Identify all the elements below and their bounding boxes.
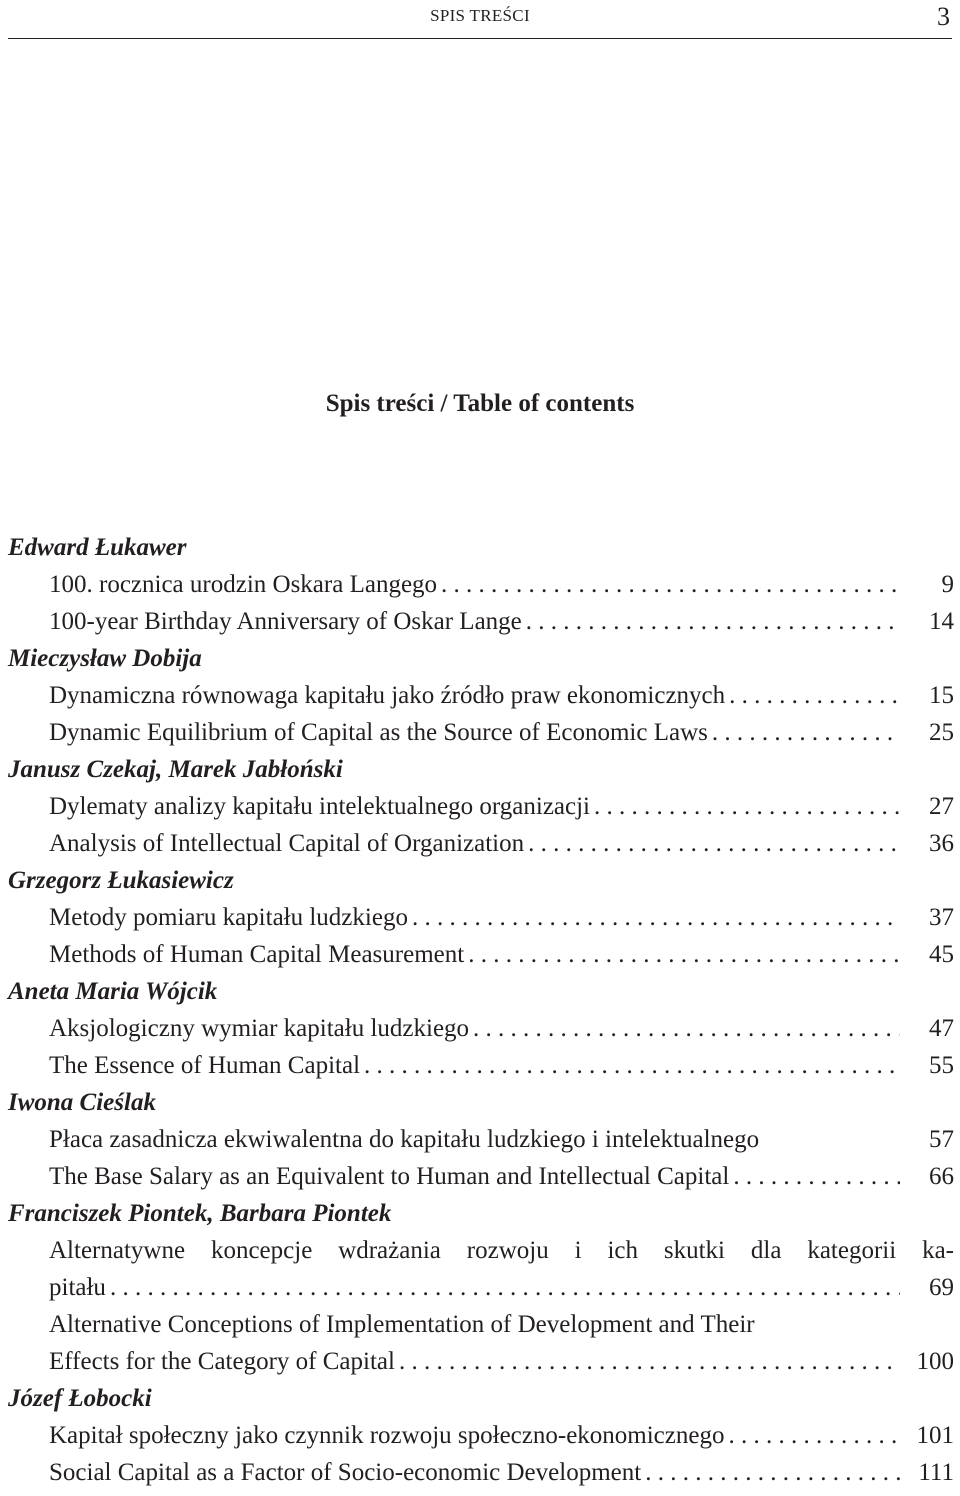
toc-author: Janusz Czekaj, Marek Jabłoński	[8, 756, 343, 783]
page-number: 3	[937, 2, 950, 31]
toc-entry[interactable]	[8, 1121, 954, 1158]
header-rule	[8, 38, 952, 39]
toc-author: Aneta Maria Wójcik	[8, 978, 218, 1005]
toc-author: Edward Łukawer	[8, 534, 187, 561]
toc-entry[interactable]	[8, 1343, 954, 1380]
toc-entry-title-line[interactable]	[8, 1232, 954, 1269]
toc-entry-title: 100. rocznica urodzin Oskara Langego	[49, 571, 438, 598]
dot-leader	[110, 1269, 900, 1306]
toc-entry[interactable]	[8, 936, 954, 973]
dot-leader	[728, 1417, 900, 1454]
toc-entry-page: 69	[929, 1274, 954, 1301]
dot-leader	[712, 714, 900, 751]
toc-entry-title: The Base Salary as an Equivalent to Human and Intellectual Capital	[49, 1163, 730, 1190]
toc-entry[interactable]	[8, 677, 954, 714]
running-head: SPIS TREŚCI	[430, 6, 530, 25]
dot-leader	[441, 566, 900, 603]
toc-entry-title: Aksjologiczny wymiar kapitału ludzkiego	[49, 1015, 470, 1042]
dot-leader	[528, 825, 900, 862]
dot-leader	[468, 936, 900, 973]
dot-leader	[473, 1010, 900, 1047]
toc-entry-page: 9	[941, 571, 954, 598]
toc-entry[interactable]	[8, 899, 954, 936]
toc-entry-page: 45	[929, 941, 954, 968]
toc-entry-page: 36	[929, 830, 954, 857]
dot-leader	[733, 1158, 900, 1195]
toc-entry-title: Kapitał społeczny jako czynnik rozwoju społeczno-ekonomicznego	[49, 1422, 725, 1449]
dot-leader	[399, 1343, 900, 1380]
toc-entry[interactable]	[8, 1417, 954, 1454]
toc-entry-title-line-text: Alternative Conceptions of Implementation of Development and Their	[49, 1311, 755, 1338]
spacer	[763, 1121, 900, 1158]
toc-entry-page: 101	[916, 1422, 954, 1449]
toc-entry-title: Metody pomiaru kapitału ludzkiego	[49, 904, 408, 931]
dot-leader	[594, 788, 900, 825]
toc-entry-title: Dynamiczna równowaga kapitału jako źródło praw ekonomicznych	[49, 682, 726, 709]
toc-entry-page: 15	[929, 682, 954, 709]
dot-leader	[729, 677, 900, 714]
toc-entry-page: 37	[929, 904, 954, 931]
toc-entry[interactable]	[8, 566, 954, 603]
toc-entry[interactable]	[8, 788, 954, 825]
toc-entry-page: 66	[929, 1163, 954, 1190]
toc-entry-page: 25	[929, 719, 954, 746]
dot-leader	[526, 603, 900, 640]
toc-entry[interactable]	[8, 1010, 954, 1047]
dot-leader	[412, 899, 900, 936]
toc-entry[interactable]	[8, 1454, 954, 1491]
toc-entry-page: 111	[918, 1459, 954, 1486]
toc-entry[interactable]	[8, 1158, 954, 1195]
toc-entry[interactable]	[8, 1269, 954, 1306]
table-of-contents	[8, 529, 954, 1491]
toc-author: Franciszek Piontek, Barbara Piontek	[8, 1200, 392, 1227]
toc-entry-title: pitału	[49, 1274, 106, 1301]
toc-entry-title: Płaca zasadnicza ekwiwalentna do kapitału ludzkiego i intelektualnego	[49, 1126, 760, 1153]
toc-entry-title: Analysis of Intellectual Capital of Organization	[49, 830, 525, 857]
toc-entry-title: Dylematy analizy kapitału intelektualnego organizacji	[49, 793, 591, 820]
toc-entry[interactable]	[8, 603, 954, 640]
toc-author: Józef Łobocki	[8, 1385, 152, 1412]
toc-entry-page: 14	[929, 608, 954, 635]
toc-author: Grzegorz Łukasiewicz	[8, 867, 234, 894]
dot-leader	[645, 1454, 900, 1491]
toc-entry[interactable]	[8, 1047, 954, 1084]
toc-entry-title: Effects for the Category of Capital	[49, 1348, 395, 1375]
dot-leader	[364, 1047, 900, 1084]
toc-entry-page: 47	[929, 1015, 954, 1042]
toc-entry-page: 100	[916, 1348, 954, 1375]
toc-author: Iwona Cieślak	[8, 1089, 156, 1116]
toc-entry-page: 27	[929, 793, 954, 820]
toc-entry-title: Social Capital as a Factor of Socio-economic Development	[49, 1459, 642, 1486]
toc-entry-title-line[interactable]	[8, 1306, 954, 1343]
toc-entry-title: Methods of Human Capital Measurement	[49, 941, 465, 968]
toc-author: Mieczysław Dobija	[8, 645, 202, 672]
toc-entry-title: Dynamic Equilibrium of Capital as the Source of Economic Laws	[49, 719, 708, 746]
toc-entry-title-line-text: Alternatywne koncepcje wdrażania rozwoju i ich skutki dla kategorii ka-	[49, 1237, 954, 1264]
toc-entry[interactable]	[8, 714, 954, 751]
toc-entry[interactable]	[8, 825, 954, 862]
toc-entry-page: 57	[929, 1126, 954, 1153]
toc-entry-title: 100-year Birthday Anniversary of Oskar Lange	[49, 608, 522, 635]
page-title: Spis treści / Table of contents	[325, 390, 635, 417]
toc-entry-page: 55	[929, 1052, 954, 1079]
toc-entry-title: The Essence of Human Capital	[49, 1052, 361, 1079]
